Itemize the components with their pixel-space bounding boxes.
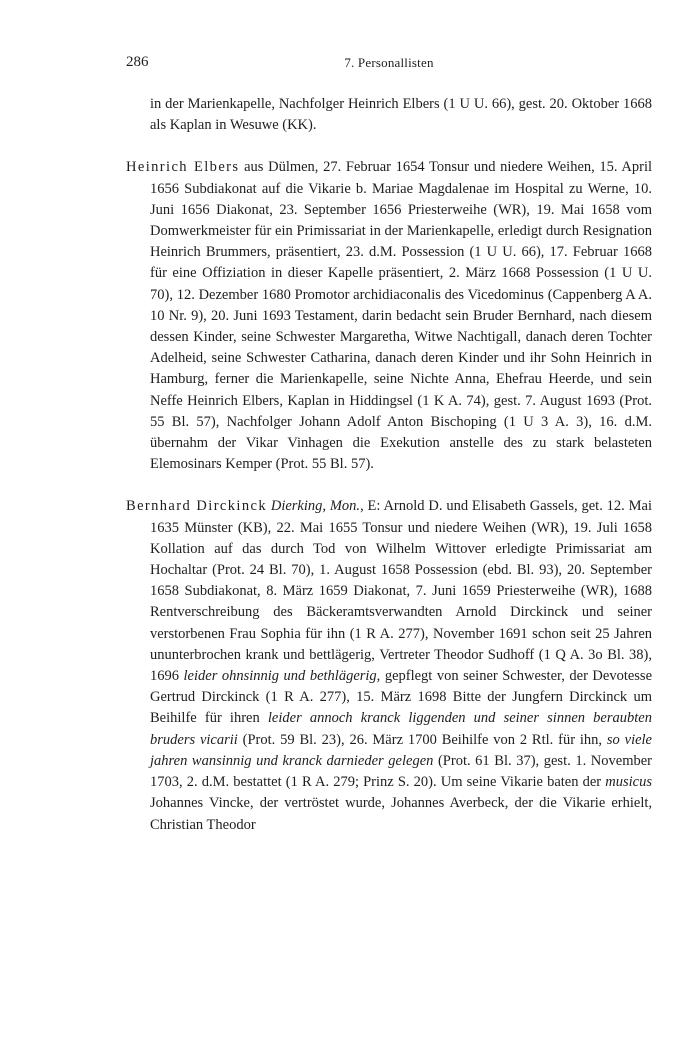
- entry-name: Heinrich Elbers: [126, 159, 240, 176]
- body-text: [126, 94, 652, 836]
- quotation: leider annoch kranck liggenden und seiner sinnen beraubten bruders vicarii: [150, 710, 652, 748]
- entry-heinrich-elbers: [126, 157, 652, 475]
- page-number: 286: [126, 54, 149, 70]
- page-header: [126, 54, 652, 76]
- entry-text-part: Johannes Vincke, der vertröstet wurde, Johannes Averbeck, der die Vikarie erhielt, Christian Theodor: [150, 795, 652, 833]
- entry-text-part: (Prot. 59 Bl. 23), 26. März 1700 Beihilfe von 2 Rtl. für ihn,: [237, 731, 607, 748]
- running-title: 7. Personallisten: [344, 55, 434, 70]
- entry-text-part: (Prot. 61 Bl. 37), gest. 1. November 1703, 2. d.M. bestattet (1 R A. 279; Prinz S. 20). Um seine Vikarie baten der: [150, 752, 652, 791]
- quotation: so viele jahren wansinnig und kranck darnieder gelegen: [150, 731, 652, 769]
- entry-text-part: gepflegt von seiner Schwester, der Devotesse Gertrud Dirckinck (1 R A. 277), 15. März 1698 Bitte der Jungfern Dirckinck um Beihilfe für ihren: [150, 668, 653, 727]
- entry-text-part: , E: Arnold D. und Elisabeth Gassels, get. 12. Mai 1635 Münster (KB), 22. Mai 1655 Tonsur und niedere Weihen (WR), 19. Juli 1658 Kollation auf das durch Tod von Wilhelm Wittover erledigte Primissariat am Hochaltar (Prot. 24 Bl. 70), 1. August 1658 Possession (ebd. Bl. 93), 20. September 1658 Subdiakonat, 8. März 1659 Diakonat, 7. Juni 1659 Priesterweihe (WR), 1688 Rentverschreibung des Bäckeramtsverwandten Arnold Dirckinck und seiner verstorbenen Frau Sophia für ihn (1 R A. 277), November 1691 schon seit 25 Jahren ununterbrochen krank und bettlägerig, Vertreter Theodor Sudhoff (1 Q A. 3o Bl. 38), 1696: [150, 498, 653, 685]
- name-variant: Dierking, Mon.: [270, 498, 361, 515]
- quotation: leider ohnsinnig und bethlägerig,: [183, 668, 381, 685]
- entry-name: Bernhard Dirckinck: [126, 498, 267, 515]
- quotation: musicus: [605, 774, 652, 791]
- entry-bernhard-dirckinck: [126, 496, 652, 835]
- continuation-paragraph: in der Marienkapelle, Nachfolger Heinrich Elbers (1 U U. 66), gest. 20. Oktober 1668 als Kaplan in Wesuwe (KK).: [150, 96, 652, 134]
- entry-text: aus Dülmen, 27. Februar 1654 Tonsur und niedere Weihen, 15. April 1656 Subdiakonat auf die Vikarie b. Mariae Magdalenae im Hospital zu Werne, 10. Juni 1656 Diakonat, 23. September 1656 Priesterweihe (WR), 19. Mai 1658 vom Domwerkmeister für ein Primissariat in der Marienkapelle, erledigt durch Resignation Heinrich Brummers, präsentiert, 23. d.M. Possession (1 U U. 66), 17. Februar 1668 für eine Offiziation in dieser Kapelle präsentiert, 2. März 1668 Possession (1 U U. 70), 12. Dezember 1680 Promotor archidiaconalis des Vicedominus (Cappenberg A A. 10 Nr. 9), 20. Juni 1693 Testament, darin bedacht sein Bruder Bernhard, nach diesem dessen Kinder, seine Schwester Margaretha, Witwe Nachtigall, danach deren Tochter Adelheid, seine Schwester Catharina, danach deren Kinder und ihr Sohn Heinrich in Hamburg, ferner die Marienkapelle, seine Nichte Anna, Ehefrau Heerde, und sein Neffe Heinrich Elbers, Kaplan in Hiddingsel (1 K A. 74), gest. 7. August 1693 (Prot. 55 Bl. 57), Nachfolger Johann Adolf Anton Bischoping (1 U 3 A. 3), 16. d.M. übernahm der Vikar Vinhagen die Exekution anstelle des zu stark belasteten Elemosinars Kemper (Prot. 55 Bl. 57).: [150, 159, 653, 473]
